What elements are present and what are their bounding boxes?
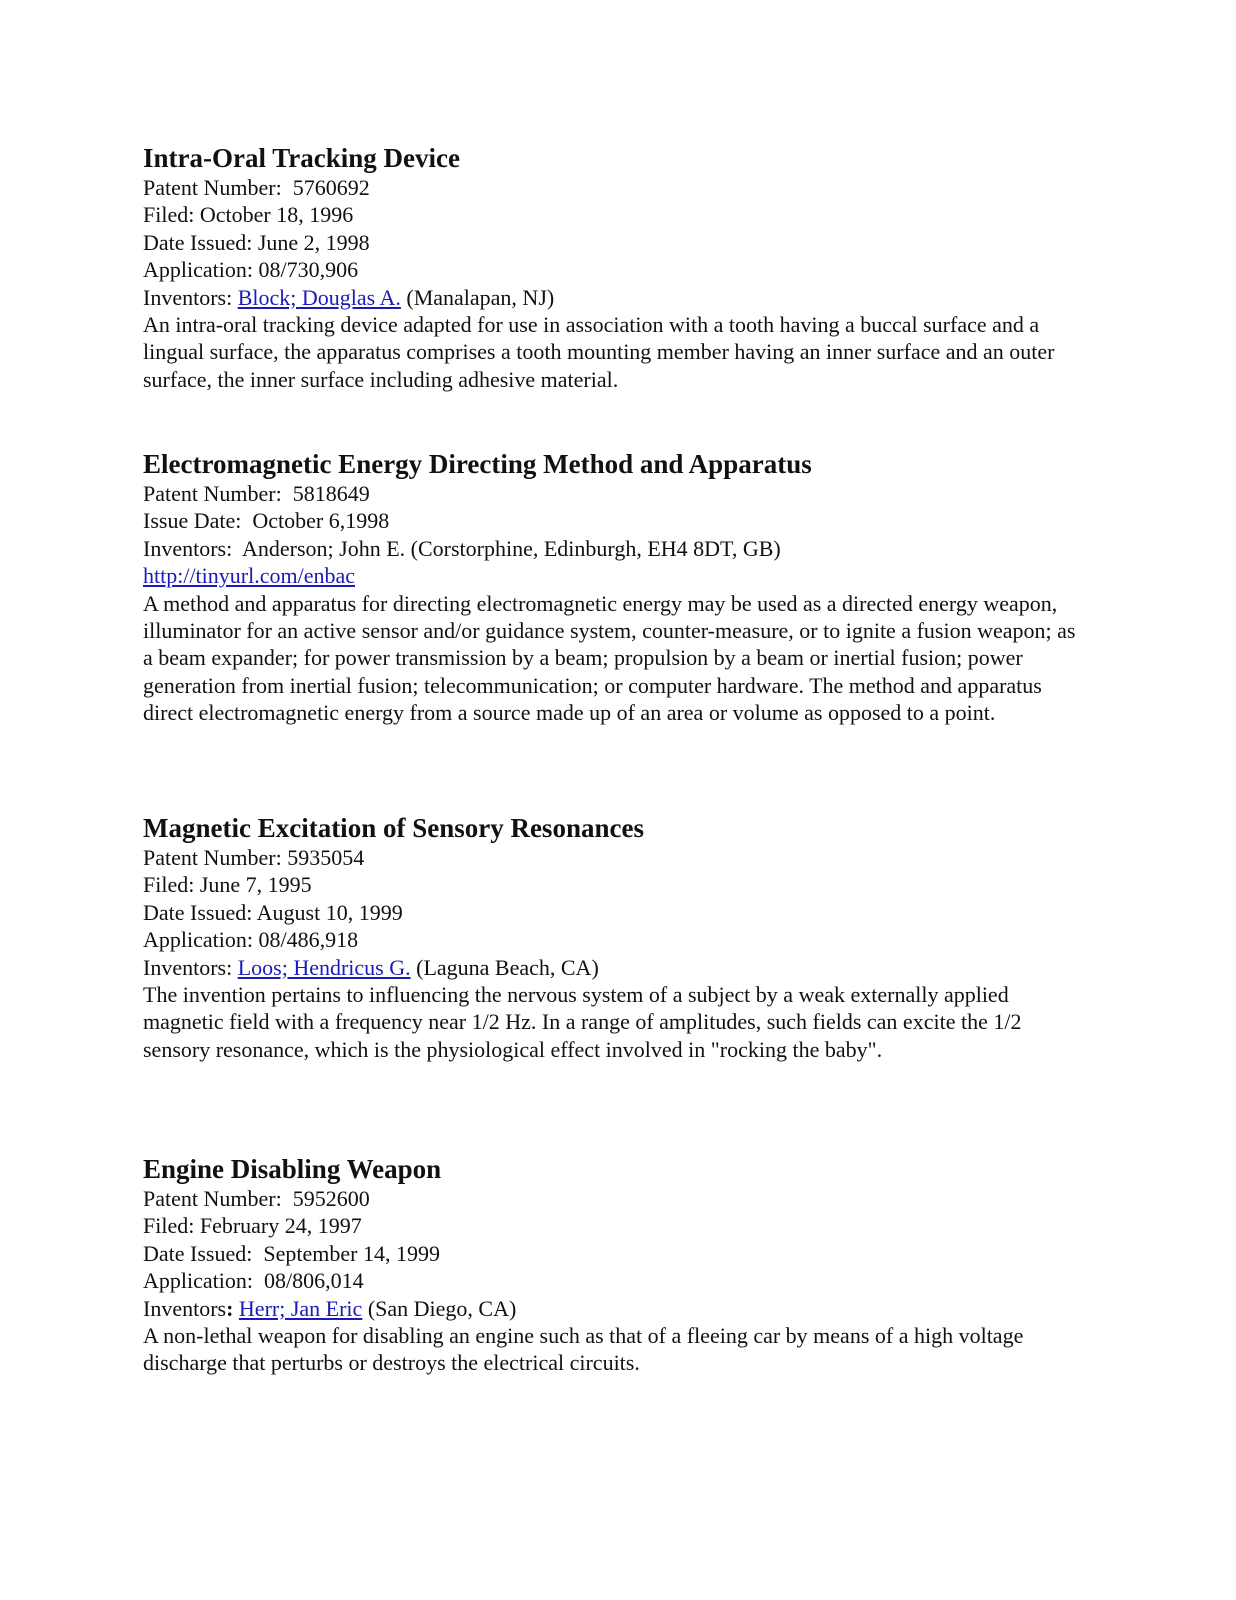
inventor-link[interactable]: Herr; Jan Eric xyxy=(238,1295,363,1321)
application-line: Application: 08/486,918 xyxy=(143,927,359,953)
inventors-line: Inventors: Anderson; John E. (Corstorphine, Edinburgh, EH4 8DT, GB) xyxy=(143,535,781,561)
date-issued-line: Date Issued: August 10, 1999 xyxy=(143,899,403,925)
patent-description: The invention pertains to influencing the nervous system of a subject by a weak externally applied magnetic field with a frequency near 1/2 Hz. In a range of amplitudes, such fields can excite the 1/2 sensory resonance, which is the physiological effect involved in "rocking the baby". xyxy=(143,982,1022,1062)
patent-description: An intra-oral tracking device adapted for use in association with a tooth having a buccal surface and a lingual surface, the apparatus comprises a tooth mounting member having an inner surface and an outer surface, the inner surface including adhesive material. xyxy=(143,312,1055,392)
patent-title: Engine Disabling Weapon xyxy=(143,1154,442,1184)
inventors-line: Inventors: Loos; Hendricus G. (Laguna Beach, CA) xyxy=(143,954,599,980)
inventors-line: Inventors: Herr; Jan Eric (San Diego, CA) xyxy=(143,1295,517,1321)
patent-url-link[interactable]: http://tinyurl.com/enbac xyxy=(143,563,356,589)
patent-url-line xyxy=(143,562,1083,589)
application-line: Application: 08/730,906 xyxy=(143,257,359,283)
filed-line: Filed: October 18, 1996 xyxy=(143,202,354,228)
date-issued-line: Date Issued: June 2, 1998 xyxy=(143,229,370,255)
patent-title: Electromagnetic Energy Directing Method and Apparatus xyxy=(143,449,812,479)
patent-entry xyxy=(143,1153,1083,1377)
application-line: Application: 08/806,014 xyxy=(143,1268,364,1294)
patent-title: Magnetic Excitation of Sensory Resonances xyxy=(143,813,644,843)
patent-entry xyxy=(143,812,1083,1063)
inventor-link[interactable]: Block; Douglas A. xyxy=(237,284,401,310)
filed-line: Filed: June 7, 1995 xyxy=(143,872,312,898)
patent-entry xyxy=(143,142,1083,393)
patent-number-line: Patent Number: 5952600 xyxy=(143,1186,370,1211)
inventor-link[interactable]: Loos; Hendricus G. xyxy=(237,954,411,980)
patent-entry xyxy=(143,448,1083,727)
date-issued-line: Date Issued: September 14, 1999 xyxy=(143,1240,440,1266)
patent-number-line: Patent Number: 5935054 xyxy=(143,845,365,870)
patent-description: A method and apparatus for directing electromagnetic energy may be used as a directed energy weapon, illuminator for an active sensor and/or guidance system, counter-measure, or to ignite a fusion weapon; as a beam expander; for power transmission by a beam; propulsion by a beam or inertial fusion; power generation from inertial fusion; telecommunication; or computer hardware. The method and apparatus direct electromagnetic energy from a source made up of an area or volume as opposed to a point. xyxy=(143,590,1076,726)
inventors-line: Inventors: Block; Douglas A. (Manalapan, NJ) xyxy=(143,284,555,310)
filed-line: Filed: February 24, 1997 xyxy=(143,1213,362,1239)
issue-date-line: Issue Date: October 6,1998 xyxy=(143,508,390,534)
patent-title: Intra-Oral Tracking Device xyxy=(143,143,460,173)
patent-number-line: Patent Number: 5818649 xyxy=(143,481,370,506)
patent-number-line: Patent Number: 5760692 xyxy=(143,175,370,200)
patent-description: A non-lethal weapon for disabling an engine such as that of a fleeing car by means of a high voltage discharge that perturbs or destroys the electrical circuits. xyxy=(143,1323,1024,1376)
